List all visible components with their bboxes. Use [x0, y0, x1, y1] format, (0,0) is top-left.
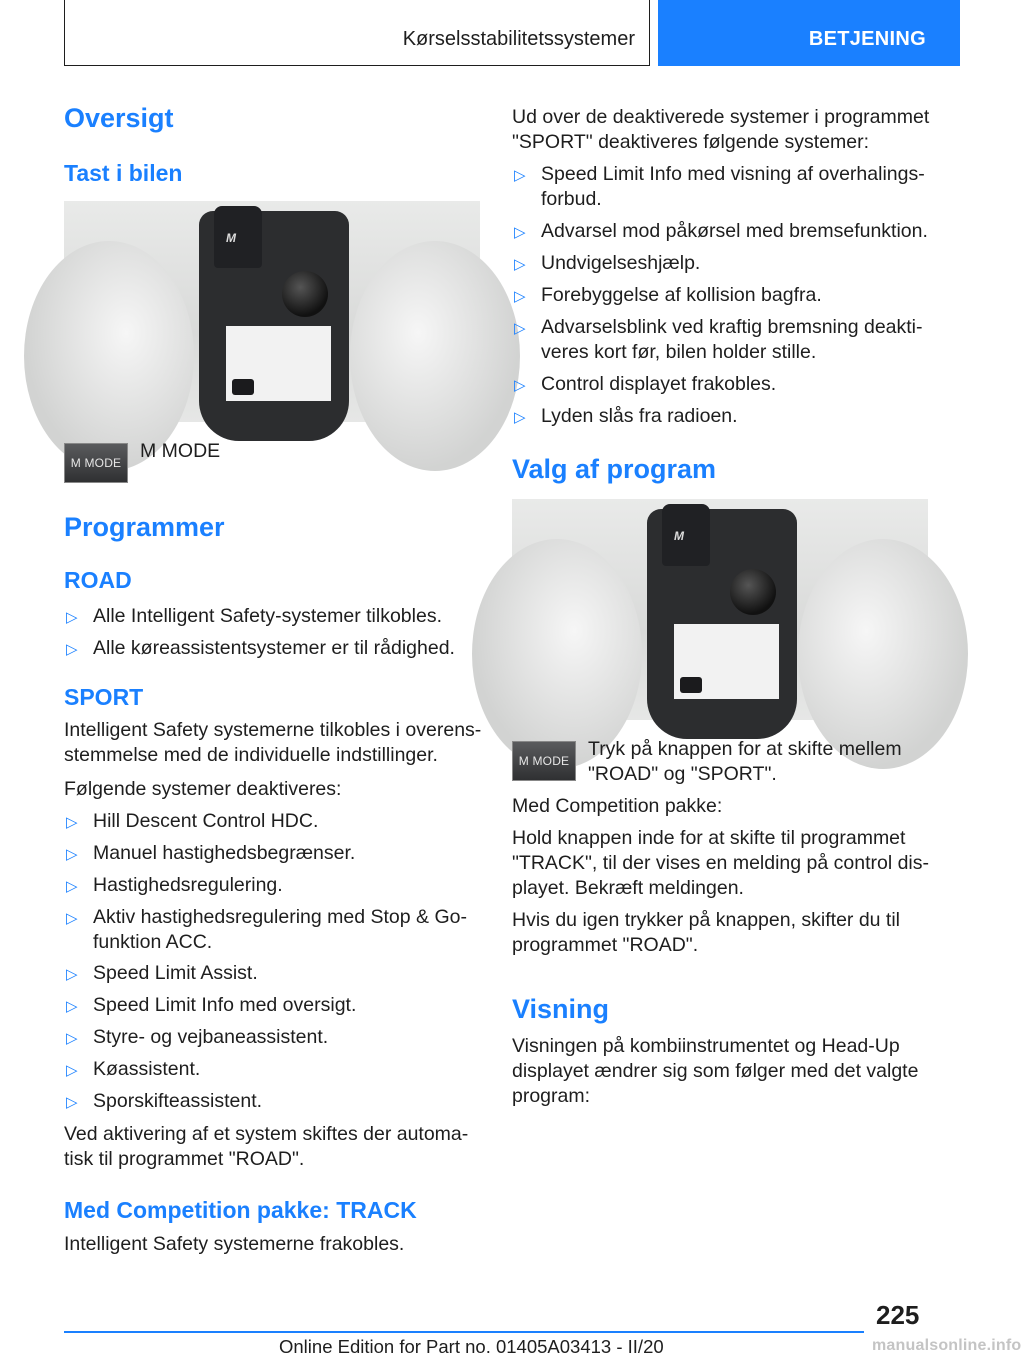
console-photo: [512, 499, 928, 720]
bullet-triangle-icon: ▷: [66, 641, 78, 658]
header-section-box: [64, 0, 650, 66]
bullet-triangle-icon: ▷: [66, 609, 78, 626]
heading-valg-af-program: Valg af program: [512, 454, 717, 484]
heading-tast-i-bilen: Tast i bilen: [64, 160, 183, 186]
seat-left: [472, 539, 642, 769]
bullet-triangle-icon: ▷: [66, 1094, 78, 1111]
footer-edition: Online Edition for Part no. 01405A03413 - II/20: [279, 1336, 664, 1357]
seat-right: [798, 539, 968, 769]
list-item: ▷ Køassistent.: [64, 1057, 482, 1082]
gear-lever: [214, 206, 262, 268]
seat-left: [24, 241, 194, 471]
hold-button-paragraph: Hold knappen inde for at skifte til programmet "TRACK", til der vises en melding på control displayet. Bekræft meldingen.: [512, 827, 930, 899]
bullet-triangle-icon: ▷: [66, 846, 78, 863]
bullet-triangle-icon: ▷: [66, 814, 78, 831]
header-chapter-title: BETJENING: [808, 28, 926, 50]
list-item: ▷ Styre- og vejbaneassistent.: [64, 1025, 482, 1050]
page-number: 225: [876, 1300, 920, 1330]
header-chapter-box: [658, 0, 960, 66]
list-item: ▷ Undvigelseshjælp.: [512, 251, 932, 276]
console-photo: [64, 201, 480, 422]
controller-knob-icon: [282, 271, 328, 317]
list-item: ▷ Manuel hastighedsbegrænser.: [64, 841, 482, 866]
list-item: ▷ Hill Descent Control HDC.: [64, 809, 482, 834]
list-item: ▷ Alle køreassistentsystemer er til rådighed.: [64, 636, 482, 661]
list-item: ▷ Speed Limit Info med oversigt.: [64, 993, 482, 1018]
list-item: ▷ Speed Limit Assist.: [64, 961, 482, 986]
parking-brake-icon: [680, 677, 702, 693]
heading-visning: Visning: [512, 994, 610, 1024]
controller-knob-icon: [730, 569, 776, 615]
bullet-triangle-icon: ▷: [66, 966, 78, 983]
m-logo-icon: M: [674, 529, 683, 543]
m-mode-button-label: M MODE: [70, 456, 122, 470]
sport-paragraph-1: Intelligent Safety systemerne tilkobles i overensstemmelse med de individuelle indstillinger.: [64, 719, 482, 766]
bullet-triangle-icon: ▷: [514, 256, 526, 273]
list-item: ▷ Forebyggelse af kollision bagfra.: [512, 283, 932, 308]
bullet-triangle-icon: ▷: [514, 377, 526, 394]
gear-lever: [662, 504, 710, 566]
sport-paragraph-3: Ved aktivering af et system skiftes der automatisk til programmet "ROAD".: [64, 1123, 469, 1170]
heading-road: ROAD: [64, 567, 132, 593]
bullet-triangle-icon: ▷: [66, 1062, 78, 1079]
m-mode-button-icon: [64, 443, 128, 483]
list-item: ▷ Sporskifteassistent.: [64, 1089, 482, 1114]
press-again-paragraph: Hvis du igen trykker på knappen, skifter du til programmet "ROAD".: [512, 909, 901, 956]
bullet-triangle-icon: ▷: [514, 320, 526, 337]
list-item: ▷ Hastighedsregulering.: [64, 873, 482, 898]
m-mode-caption: M MODE: [140, 440, 221, 462]
heading-oversigt: Oversigt: [64, 103, 174, 133]
bullet-triangle-icon: ▷: [66, 878, 78, 895]
seat-right: [350, 241, 520, 471]
heading-sport: SPORT: [64, 684, 144, 710]
header-section-title: Kørselsstabilitetssystemer: [402, 28, 635, 50]
list-item: ▷ Advarselsblink ved kraftig bremsning deaktiveres kort før, bilen holder stille.: [514, 316, 923, 363]
m-mode-button-icon: [512, 741, 576, 781]
heading-track: Med Competition pakke: TRACK: [64, 1197, 417, 1223]
m-mode-instruction: Tryk på knappen for at skifte mellem "ROAD" og "SPORT".: [588, 738, 902, 785]
right-paragraph-1: Ud over de deaktiverede systemer i programmet "SPORT" deaktiveres følgende systemer:: [512, 106, 930, 153]
bullet-triangle-icon: ▷: [66, 910, 78, 927]
list-item: ▷ Aktiv hastighedsregulering med Stop & Go-funktion ACC.: [66, 906, 467, 953]
bullet-triangle-icon: ▷: [514, 167, 526, 184]
watermark: manualsonline.info: [872, 1337, 1021, 1354]
bullet-triangle-icon: ▷: [514, 224, 526, 241]
list-item: ▷ Alle Intelligent Safety-systemer tilkobles.: [64, 604, 482, 629]
footer-divider: [64, 1331, 864, 1333]
track-paragraph: Intelligent Safety systemerne frakobles.: [64, 1233, 405, 1255]
list-item: ▷ Speed Limit Info med visning af overhalingsforbud.: [514, 163, 925, 210]
list-item: ▷ Advarsel mod påkørsel med bremsefunktion.: [512, 219, 932, 244]
bullet-triangle-icon: ▷: [514, 409, 526, 426]
bullet-triangle-icon: ▷: [66, 998, 78, 1015]
parking-brake-icon: [232, 379, 254, 395]
competition-paragraph: Med Competition pakke:: [512, 795, 723, 817]
m-logo-icon: M: [226, 231, 235, 245]
bullet-triangle-icon: ▷: [66, 1030, 78, 1047]
sport-paragraph-2: Følgende systemer deaktiveres:: [64, 778, 342, 800]
m-mode-button-label: M MODE: [518, 754, 570, 768]
bullet-triangle-icon: ▷: [514, 288, 526, 305]
heading-programmer: Programmer: [64, 512, 225, 542]
visning-paragraph: Visningen på kombiinstrumentet og Head-Up displayet ændrer sig som følger med det valgte program:: [512, 1035, 919, 1107]
list-item: ▷ Lyden slås fra radioen.: [512, 404, 932, 429]
list-item: ▷ Control displayet frakobles.: [512, 372, 932, 397]
